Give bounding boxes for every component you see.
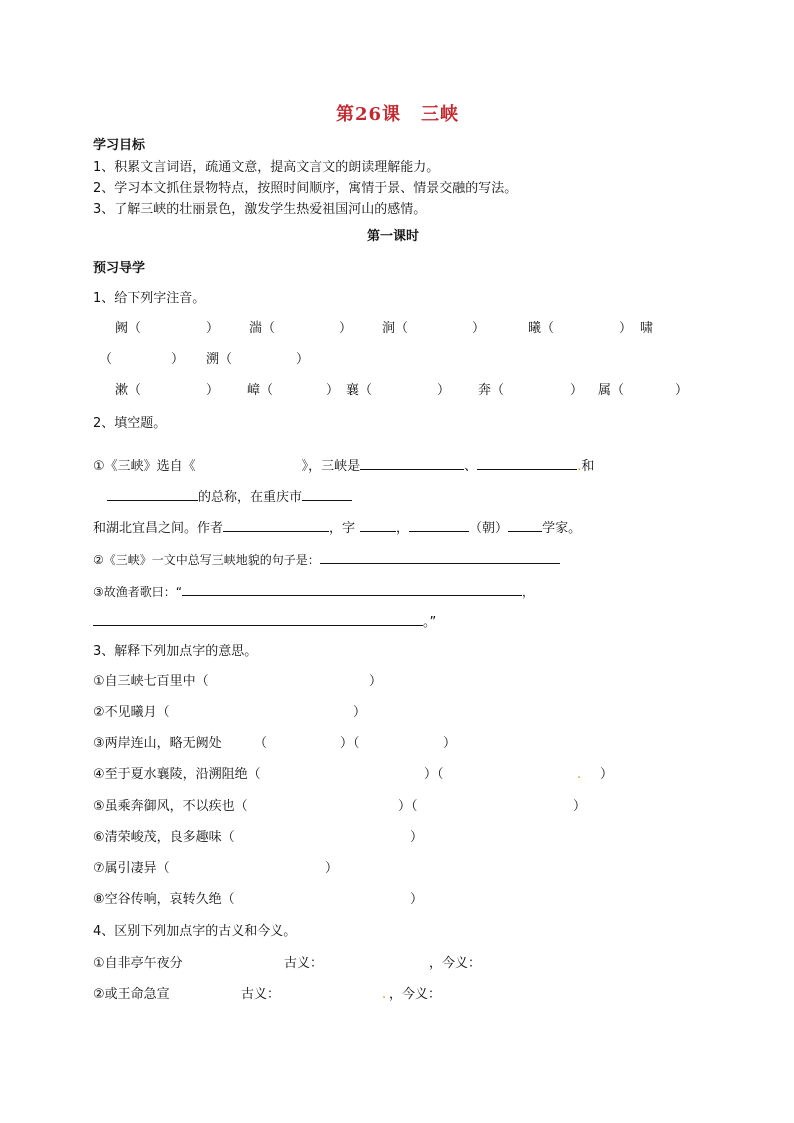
pinyin-close: ） xyxy=(437,383,451,398)
q3-item: ④至于夏水襄陵，沿溯阻绝（ xyxy=(93,767,261,782)
q3-close: ） xyxy=(600,767,614,782)
blank-field[interactable] xyxy=(360,519,396,532)
pinyin-char: 奔（ xyxy=(478,383,505,398)
pinyin-close: ） xyxy=(339,321,353,336)
q3-item: ②不见曦月（ xyxy=(93,705,170,720)
stray-mark: . xyxy=(382,987,387,1002)
pinyin-char: 属（ xyxy=(598,383,625,398)
pinyin-close: ） xyxy=(206,383,220,398)
period-heading: 第一课时 xyxy=(367,229,420,244)
pinyin-close: ） xyxy=(296,352,310,367)
q3-mid: ）（ xyxy=(340,736,360,751)
q3-item: ①自三峡七百里中（ xyxy=(93,674,209,689)
q4-jin-label: ，今义： xyxy=(429,956,482,971)
lesson-name: 三峡 xyxy=(421,104,460,125)
pinyin-char: 漱（ xyxy=(115,383,142,398)
q3-close: ） xyxy=(369,674,383,689)
q3-item: ⑧空谷传响，哀转久绝（ xyxy=(93,892,235,907)
pinyin-char: 啸 xyxy=(640,321,654,336)
blank-field[interactable] xyxy=(360,457,464,470)
q4-jin-label: ，今义： xyxy=(389,987,442,1002)
blank-field[interactable] xyxy=(409,519,469,532)
lesson-number: 第26课 xyxy=(336,104,402,125)
pinyin-char: 涧（ xyxy=(382,321,409,336)
q3-item: ⑦属引凄异（ xyxy=(93,861,170,876)
q4-prompt: 4、区别下列加点字的古义和今义。 xyxy=(93,924,297,939)
pinyin-char: 湍（ xyxy=(249,321,276,336)
q4-item: ②或王命急宣 xyxy=(93,987,170,1002)
q4-gu-label: 古义： xyxy=(241,987,281,1002)
pinyin-close: ） xyxy=(326,383,340,398)
pinyin-char: 嶂（ xyxy=(247,383,274,398)
q2-line-6: 。” xyxy=(93,613,436,629)
q3-close: ） xyxy=(325,861,339,876)
goals-heading: 学习目标 xyxy=(93,138,146,153)
q3-item: ⑤虽乘奔御风，不以疾也（ xyxy=(93,799,248,814)
blank-field[interactable] xyxy=(302,488,352,501)
q3-close: ） xyxy=(353,705,367,720)
q3-mid: ）（ xyxy=(398,799,418,814)
pinyin-char: 阙（ xyxy=(115,321,142,336)
q3-close: ） xyxy=(573,799,587,814)
blank-field[interactable] xyxy=(508,519,542,532)
pinyin-char: 襄（ xyxy=(346,383,373,398)
blank-field[interactable] xyxy=(477,457,577,470)
q2-line-4: ②《三峡》一文中总写三峡地貌的句子是： xyxy=(93,551,560,566)
q2-line-1: ①《三峡》选自《 》，三峡是 、 .和 xyxy=(93,459,595,474)
q2-line-5: ③故渔者歌曰：“ ， xyxy=(93,585,534,599)
q3-close: ） xyxy=(410,830,424,845)
pinyin-char: 曦（ xyxy=(528,321,555,336)
pinyin-open: （ xyxy=(99,352,113,367)
blank-field[interactable] xyxy=(93,613,423,626)
q4-gu-label: 古义： xyxy=(284,956,324,971)
pinyin-char: 溯（ xyxy=(206,352,233,367)
q3-mid: ）（ xyxy=(424,767,444,782)
goal-item: 2、学习本文抓住景物特点，按照时间顺序，寓情于景、情景交融的写法。 xyxy=(93,181,518,196)
page-title xyxy=(336,106,459,124)
q3-item: ⑥清荣峻茂，良多趣味（ xyxy=(93,830,235,845)
q3-open: （ xyxy=(254,736,268,751)
q4-item: ①自非亭午夜分 xyxy=(93,956,183,971)
blank-field[interactable] xyxy=(107,488,198,501)
q2-line-3: 和湖北宜昌之间。作者 ，字 ， （朝） 学家。 xyxy=(93,521,582,536)
q3-close: ） xyxy=(410,892,424,907)
pinyin-close: ） xyxy=(619,321,633,336)
goal-item: 3、了解三峡的壮丽景色，激发学生热爱祖国河山的感情。 xyxy=(93,202,427,217)
pinyin-close: ） xyxy=(675,383,689,398)
blank-field[interactable] xyxy=(223,519,329,532)
q3-close: ） xyxy=(443,736,457,751)
pinyin-close: ） xyxy=(171,352,185,367)
pinyin-close: ） xyxy=(570,383,584,398)
stray-mark: . xyxy=(577,767,582,782)
q3-prompt: 3、解释下列加点字的意思。 xyxy=(93,644,258,659)
pinyin-close: ） xyxy=(206,321,220,336)
blank-field[interactable] xyxy=(182,583,522,596)
pinyin-close: ） xyxy=(472,321,486,336)
preview-heading: 预习导学 xyxy=(93,261,146,276)
goal-item: 1、积累文言词语，疏通文意，提高文言文的朗读理解能力。 xyxy=(93,160,440,175)
q2-line-2: 的总称，在重庆市 xyxy=(107,488,352,504)
q3-item: ③两岸连山，略无阙处 xyxy=(93,736,222,751)
q1-prompt: 1、给下列字注音。 xyxy=(93,291,206,306)
q2-prompt: 2、填空题。 xyxy=(93,416,167,431)
blank-field[interactable] xyxy=(320,551,560,564)
